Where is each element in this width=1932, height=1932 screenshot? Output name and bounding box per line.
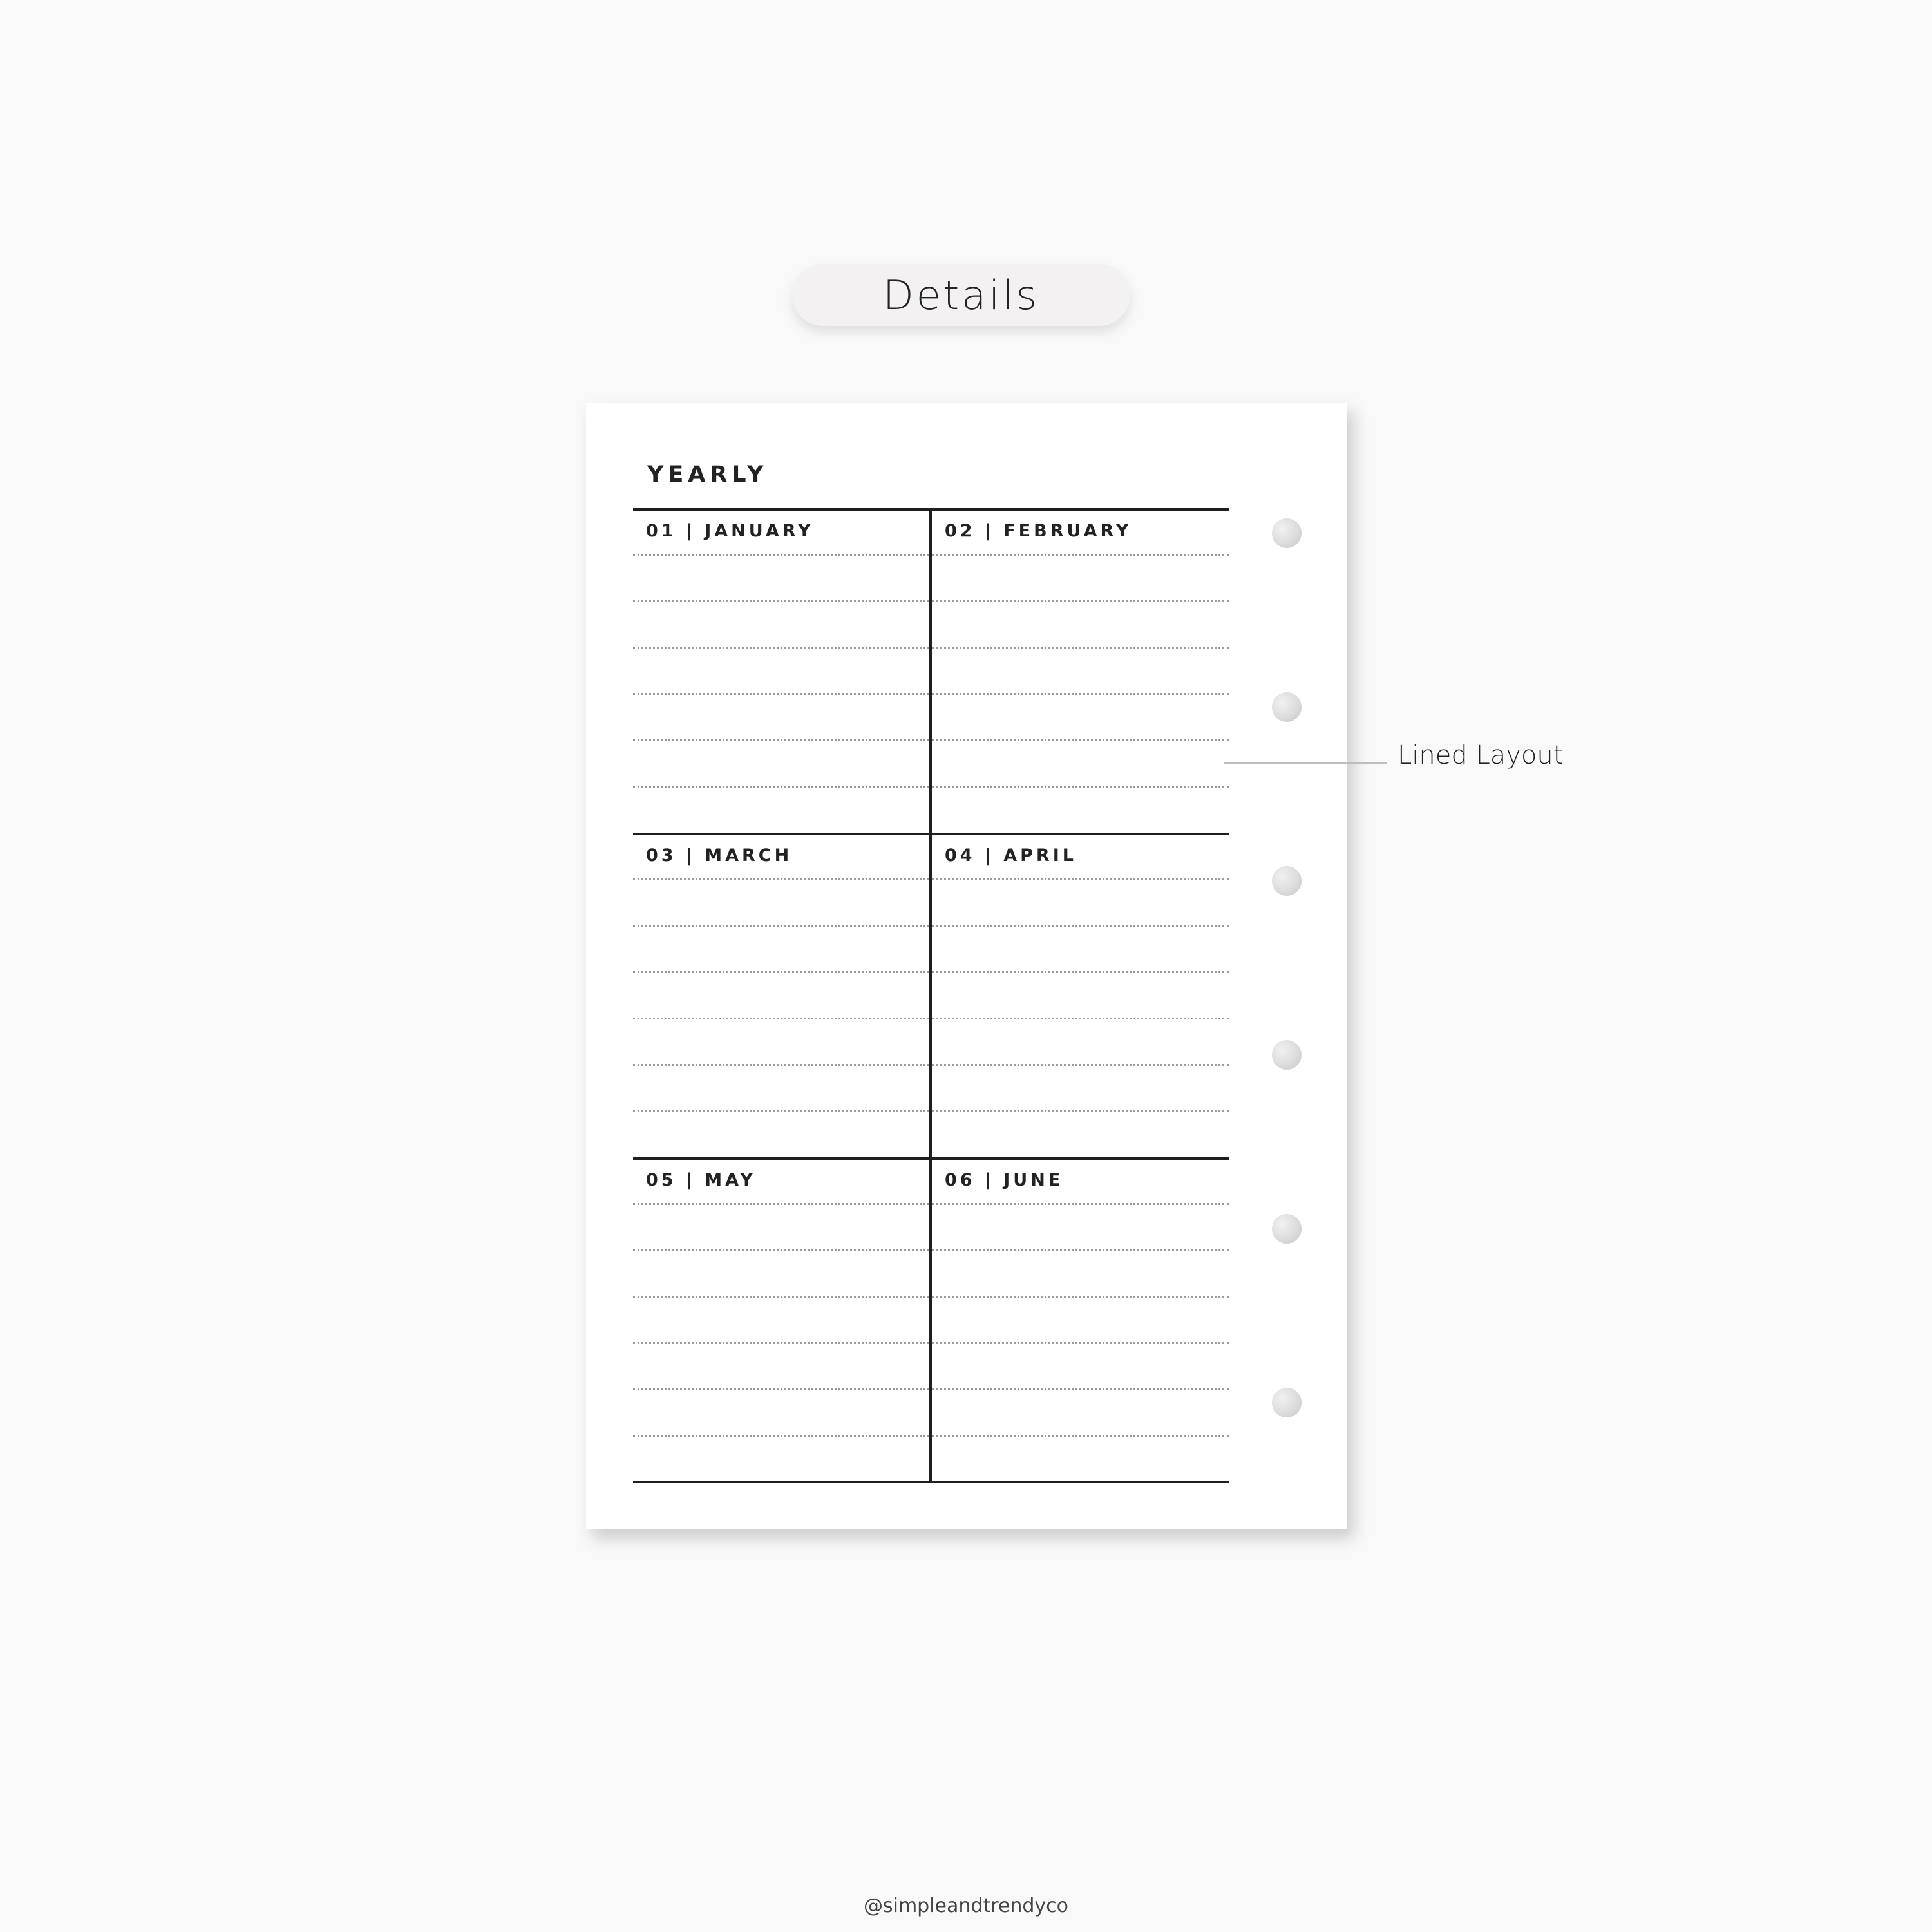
dotted-rule xyxy=(633,1018,929,1019)
dotted-rule xyxy=(932,600,1229,602)
month-label: 01 | JANUARY xyxy=(646,521,814,541)
details-title: Details xyxy=(883,271,1039,319)
dotted-rule xyxy=(932,1296,1229,1298)
dotted-rule xyxy=(633,878,929,880)
dotted-rule xyxy=(932,647,1229,649)
ring-hole xyxy=(1272,866,1302,896)
month-cell-april xyxy=(932,833,1229,1157)
dotted-rule xyxy=(633,1435,929,1437)
dotted-rule xyxy=(932,1018,1229,1019)
callout-label: Lined Layout xyxy=(1397,741,1564,770)
dotted-rule xyxy=(932,1110,1229,1112)
planner-page xyxy=(586,402,1347,1530)
dotted-rule xyxy=(633,1064,929,1066)
month-label: 02 | FEBRUARY xyxy=(945,521,1132,541)
brand-credit: @simpleandtrendyco xyxy=(863,1895,1069,1917)
dotted-rule xyxy=(633,600,929,602)
dotted-rule xyxy=(932,925,1229,927)
month-label: 03 | MARCH xyxy=(646,846,793,866)
details-pill xyxy=(792,264,1130,326)
dotted-rule xyxy=(932,693,1229,695)
month-label: 06 | JUNE xyxy=(945,1170,1064,1190)
dotted-rule xyxy=(633,1249,929,1251)
dotted-rule xyxy=(633,1296,929,1298)
dotted-rule xyxy=(932,1203,1229,1205)
month-cell-february xyxy=(932,508,1229,833)
dotted-rule xyxy=(633,647,929,649)
dotted-rule xyxy=(932,554,1229,556)
dotted-rule xyxy=(633,925,929,927)
ring-hole xyxy=(1272,518,1302,548)
dotted-rule xyxy=(932,878,1229,880)
month-label: 05 | MAY xyxy=(646,1170,756,1190)
dotted-rule xyxy=(932,1388,1229,1390)
dotted-rule xyxy=(633,1388,929,1390)
month-cell-may xyxy=(633,1157,929,1482)
month-cell-march xyxy=(633,833,929,1157)
dotted-rule xyxy=(633,739,929,741)
dotted-rule xyxy=(633,1110,929,1112)
dotted-rule xyxy=(932,786,1229,788)
ring-hole xyxy=(1272,1388,1302,1417)
month-grid xyxy=(633,508,1229,1481)
dotted-rule xyxy=(932,1064,1229,1066)
ring-hole xyxy=(1272,1214,1302,1244)
ring-hole xyxy=(1272,692,1302,722)
dotted-rule xyxy=(932,971,1229,973)
dotted-rule xyxy=(932,1342,1229,1344)
ring-hole xyxy=(1272,1040,1302,1070)
month-cell-january xyxy=(633,508,929,833)
dotted-rule xyxy=(633,971,929,973)
dotted-rule xyxy=(932,1249,1229,1251)
dotted-rule xyxy=(932,1435,1229,1437)
callout-leader-line xyxy=(1224,762,1387,764)
dotted-rule xyxy=(633,1342,929,1344)
dotted-rule xyxy=(633,554,929,556)
page-heading: YEARLY xyxy=(647,462,768,488)
month-cell-june xyxy=(932,1157,1229,1482)
dotted-rule xyxy=(633,693,929,695)
dotted-rule xyxy=(932,739,1229,741)
dotted-rule xyxy=(633,1203,929,1205)
month-label: 04 | APRIL xyxy=(945,846,1077,866)
dotted-rule xyxy=(633,786,929,788)
